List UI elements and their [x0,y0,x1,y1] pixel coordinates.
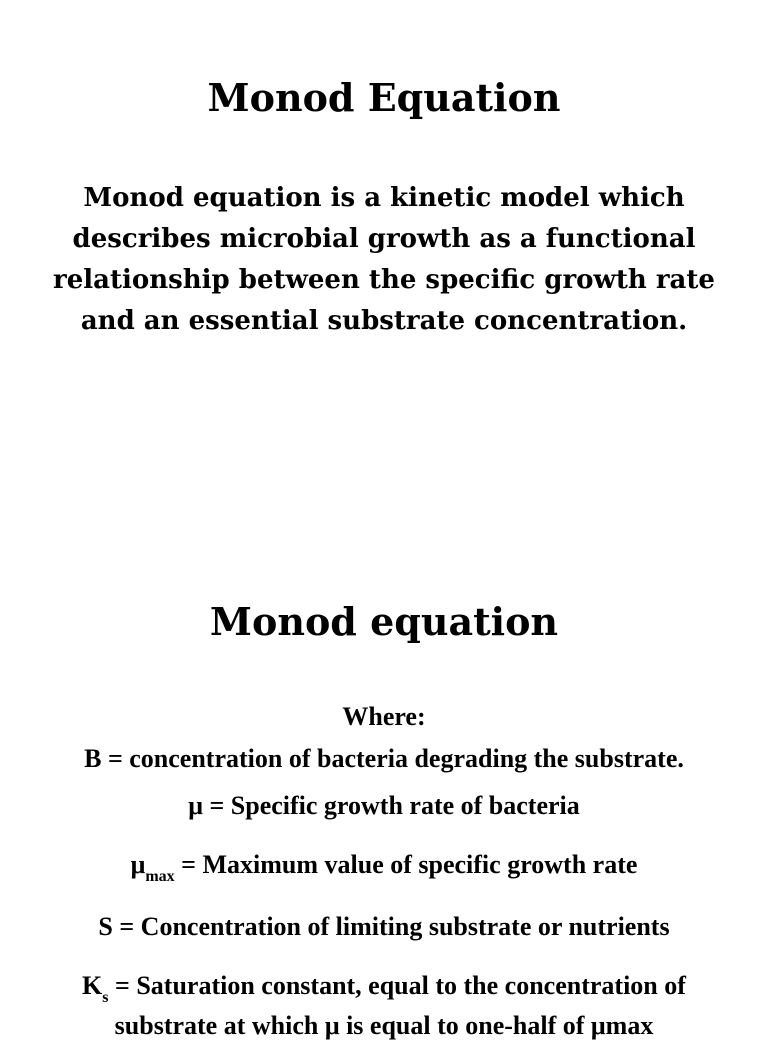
mu-max-text: = Maximum value of specific growth rate [174,850,638,879]
mu-max-symbol: μ [130,850,146,879]
ks-text: = Saturation constant, equal to the concentration of [108,971,686,1000]
where-label: Where: [342,702,426,731]
ks-subscript: s [102,989,109,1006]
mu-max-subscript: max [145,868,175,885]
definition-mu-max [0,849,768,885]
slide-title: Monod Equation [207,75,561,120]
definition-b: B = concentration of bacteria degrading the substrate. [84,744,684,773]
definition-mu: μ = Specific growth rate of bacteria [188,791,580,820]
ks-symbol: K [82,971,103,1000]
definition-ks-continuation: substrate at which μ is equal to one-half of μmax [114,1011,654,1040]
definition-ks [0,970,768,1006]
intro-paragraph: Monod equation is a kinetic model which describes microbial growth as a functional relationship between the specific growth rate and an essential substrate concentration. [53,183,715,336]
section-title: Monod equation [209,599,559,644]
definition-s: S = Concentration of limiting substrate or nutrients [98,912,670,941]
